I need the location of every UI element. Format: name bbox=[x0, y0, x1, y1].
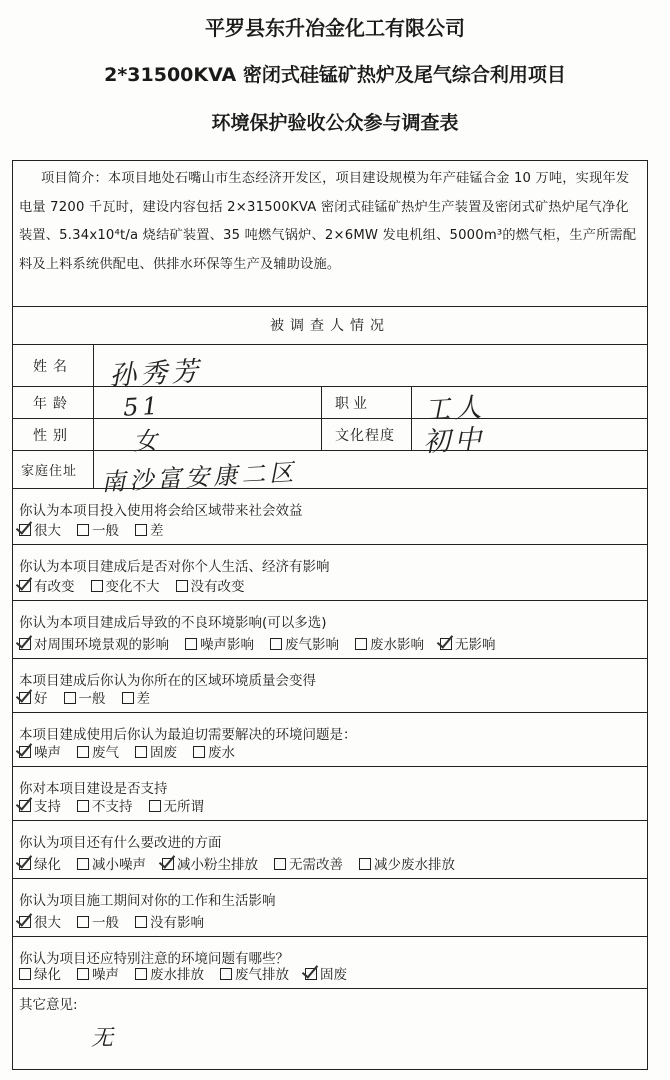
option-item[interactable] bbox=[19, 963, 61, 983]
option-label: 废气影响 bbox=[285, 637, 339, 653]
option-label: 一般 bbox=[92, 523, 119, 539]
option-label: 固废 bbox=[320, 967, 347, 983]
question-block bbox=[13, 489, 647, 545]
age-value[interactable]: 51 bbox=[122, 391, 163, 422]
checkbox[interactable] bbox=[19, 968, 31, 980]
checkbox[interactable] bbox=[355, 638, 367, 650]
option-label: 绿化 bbox=[34, 967, 61, 983]
checkbox-checked[interactable] bbox=[440, 638, 452, 650]
checkbox[interactable] bbox=[185, 638, 197, 650]
checkbox[interactable] bbox=[77, 916, 89, 928]
checkbox-checked[interactable] bbox=[19, 524, 31, 536]
question-text: 你认为本项目投入使用将会给区域带来社会效益 bbox=[19, 503, 303, 519]
option-label: 好 bbox=[34, 691, 48, 707]
question-text: 你认为项目还应特别注意的环境问题有哪些？ bbox=[19, 951, 289, 967]
option-item[interactable] bbox=[77, 911, 119, 931]
option-item[interactable] bbox=[149, 795, 205, 815]
checkbox[interactable] bbox=[122, 692, 134, 704]
option-label: 无所谓 bbox=[163, 799, 204, 815]
other-opinion-value[interactable]: 无 bbox=[91, 1026, 114, 1051]
question-text: 你认为本项目建成后是否对你个人生活、经济有影响 bbox=[19, 559, 330, 575]
checkbox[interactable] bbox=[77, 524, 89, 536]
option-label: 没有影响 bbox=[150, 915, 204, 931]
option-group bbox=[19, 853, 471, 873]
option-item[interactable] bbox=[19, 795, 61, 815]
question-block bbox=[13, 601, 647, 659]
option-label: 绿化 bbox=[34, 857, 61, 873]
occupation-label: 职业 bbox=[335, 395, 371, 412]
option-group bbox=[19, 963, 363, 983]
option-item[interactable] bbox=[359, 853, 455, 873]
name-label: 姓名 bbox=[33, 358, 73, 375]
gender-label: 性别 bbox=[33, 427, 73, 444]
project-intro: 项目简介：本项目地处石嘴山市生态经济开发区，项目建设规模为年产硅锰合金 10 万吨，实现年发电量 7200 千瓦时，建设内容包括 2×31500KVA 密闭式硅锰矿热炉生产装置及密闭式矿热炉尾气净化装置、5.34x10⁴t/a 烧结矿装置、35 吨燃气锅炉、2×6MW 发电机组、5000m³的燃气柜，生产所需配料及上料系统供配电、供排水环保等生产及辅助设施。 bbox=[13, 161, 647, 307]
option-label: 噪声 bbox=[34, 745, 61, 761]
checkbox-checked[interactable] bbox=[19, 746, 31, 758]
checkbox[interactable] bbox=[220, 968, 232, 980]
option-item[interactable] bbox=[19, 633, 169, 653]
option-item[interactable] bbox=[19, 575, 75, 595]
option-item[interactable] bbox=[122, 687, 151, 707]
option-item[interactable] bbox=[77, 795, 133, 815]
option-group bbox=[19, 633, 512, 653]
checkbox[interactable] bbox=[193, 746, 205, 758]
option-item[interactable] bbox=[355, 633, 424, 653]
option-label: 减小噪声 bbox=[92, 857, 146, 873]
question-text: 本项目建成使用后你认为最迫切需要解决的环境问题是： bbox=[19, 727, 357, 743]
checkbox[interactable] bbox=[274, 858, 286, 870]
age-row bbox=[13, 387, 647, 427]
option-item[interactable] bbox=[77, 741, 119, 761]
option-item[interactable] bbox=[135, 741, 177, 761]
option-label: 固废 bbox=[150, 745, 177, 761]
option-item[interactable] bbox=[270, 633, 339, 653]
option-label: 废气 bbox=[92, 745, 119, 761]
checkbox-checked[interactable] bbox=[19, 800, 31, 812]
option-label: 有改变 bbox=[34, 579, 75, 595]
occupation-value[interactable]: 工人 bbox=[422, 392, 487, 427]
option-item[interactable] bbox=[305, 963, 347, 983]
checkbox[interactable] bbox=[77, 746, 89, 758]
checkbox-checked[interactable] bbox=[162, 858, 174, 870]
question-block bbox=[13, 659, 647, 713]
option-group bbox=[19, 741, 251, 761]
other-opinion-label: 其它意见: bbox=[19, 997, 78, 1013]
company-title: 平罗县东升冶金化工有限公司 bbox=[205, 16, 465, 40]
question-text: 你对本项目建设是否支持 bbox=[19, 781, 168, 797]
question-text: 你认为项目施工期间对你的工作和生活影响 bbox=[19, 893, 276, 909]
checkbox[interactable] bbox=[135, 916, 147, 928]
option-label: 很大 bbox=[34, 915, 61, 931]
question-block bbox=[13, 821, 647, 879]
checkbox[interactable] bbox=[135, 524, 147, 536]
option-item[interactable] bbox=[440, 633, 496, 653]
option-item[interactable] bbox=[176, 575, 245, 595]
option-item[interactable] bbox=[193, 741, 235, 761]
checkbox[interactable] bbox=[359, 858, 371, 870]
question-text: 你认为项目还有什么要改进的方面 bbox=[19, 835, 222, 851]
option-item[interactable] bbox=[135, 963, 204, 983]
option-label: 变化不大 bbox=[105, 579, 160, 595]
question-block bbox=[13, 713, 647, 767]
option-label: 一般 bbox=[78, 691, 106, 707]
option-group bbox=[19, 519, 180, 539]
option-label: 一般 bbox=[92, 915, 119, 931]
option-item[interactable] bbox=[77, 519, 119, 539]
project-title: 2*31500KVA 密闭式硅锰矿热炉及尾气综合利用项目 bbox=[104, 64, 566, 86]
gender-row bbox=[13, 419, 647, 459]
question-block bbox=[13, 937, 647, 989]
question-block bbox=[13, 545, 647, 601]
option-item[interactable] bbox=[19, 853, 61, 873]
question-block bbox=[13, 879, 647, 937]
checkbox[interactable] bbox=[135, 746, 147, 758]
option-label: 无影响 bbox=[455, 637, 496, 653]
education-value[interactable]: 初中 bbox=[422, 424, 487, 459]
option-item[interactable] bbox=[19, 911, 61, 931]
option-item[interactable] bbox=[274, 853, 343, 873]
checkbox-checked[interactable] bbox=[19, 638, 31, 650]
checkbox[interactable] bbox=[77, 858, 89, 870]
option-item[interactable] bbox=[91, 575, 160, 595]
option-label: 减小粉尘排放 bbox=[177, 857, 258, 873]
option-item[interactable] bbox=[19, 741, 61, 761]
name-value[interactable]: 孙秀芳 bbox=[108, 356, 204, 392]
checkbox-checked[interactable] bbox=[305, 968, 317, 980]
option-label: 不支持 bbox=[92, 799, 133, 815]
option-label: 无需改善 bbox=[289, 857, 343, 873]
checkbox[interactable] bbox=[149, 800, 161, 812]
option-label: 差 bbox=[150, 523, 164, 539]
checkbox-checked[interactable] bbox=[19, 692, 31, 704]
name-row bbox=[13, 345, 647, 392]
address-row bbox=[13, 451, 647, 497]
option-item[interactable] bbox=[19, 519, 61, 539]
checkbox-checked[interactable] bbox=[19, 580, 31, 592]
option-label: 废水 bbox=[208, 745, 235, 761]
option-label: 废气排放 bbox=[235, 967, 289, 983]
option-group bbox=[19, 687, 166, 707]
option-label: 废水影响 bbox=[370, 637, 424, 653]
checkbox[interactable] bbox=[91, 580, 103, 592]
option-item[interactable] bbox=[185, 633, 254, 653]
survey-form bbox=[12, 160, 648, 1070]
checkbox[interactable] bbox=[176, 580, 188, 592]
address-value[interactable]: 南沙富安康二区 bbox=[100, 458, 298, 497]
checkbox[interactable] bbox=[77, 800, 89, 812]
checkbox[interactable] bbox=[77, 968, 89, 980]
option-item[interactable] bbox=[77, 963, 119, 983]
checkbox-checked[interactable] bbox=[19, 858, 31, 870]
option-label: 废水排放 bbox=[150, 967, 204, 983]
option-label: 支持 bbox=[34, 799, 61, 815]
option-label: 对周围环境景观的影响 bbox=[34, 637, 169, 653]
option-label: 没有改变 bbox=[190, 579, 245, 595]
question-block bbox=[13, 767, 647, 821]
checkbox[interactable] bbox=[270, 638, 282, 650]
option-label: 很大 bbox=[34, 523, 61, 539]
checkbox[interactable] bbox=[64, 692, 76, 704]
question-text: 本项目建成后你认为你所在的区域环境质量会变得 bbox=[19, 673, 316, 689]
option-item[interactable] bbox=[220, 963, 289, 983]
education-label: 文化程度 bbox=[335, 427, 395, 444]
option-group bbox=[19, 911, 220, 931]
option-item[interactable] bbox=[77, 853, 146, 873]
option-group bbox=[19, 795, 220, 815]
option-item[interactable] bbox=[64, 687, 106, 707]
question-text: 你认为本项目建成后导致的不良环境影响(可以多选) bbox=[19, 615, 327, 631]
option-item[interactable] bbox=[19, 687, 48, 707]
address-label: 家庭住址 bbox=[21, 464, 78, 479]
option-label: 噪声影响 bbox=[200, 637, 254, 653]
option-label: 减少废水排放 bbox=[374, 857, 455, 873]
checkbox-checked[interactable] bbox=[19, 916, 31, 928]
form-title: 环境保护验收公众参与调查表 bbox=[211, 112, 459, 134]
option-item[interactable] bbox=[135, 911, 204, 931]
option-item[interactable] bbox=[135, 519, 164, 539]
checkbox[interactable] bbox=[135, 968, 147, 980]
option-item[interactable] bbox=[162, 853, 258, 873]
option-label: 差 bbox=[136, 691, 150, 707]
age-label: 年龄 bbox=[33, 395, 73, 412]
respondent-section-title: 被调查人情况 bbox=[13, 307, 647, 345]
option-label: 噪声 bbox=[92, 967, 119, 983]
option-group bbox=[19, 575, 261, 595]
gender-value[interactable]: 女 bbox=[132, 426, 162, 456]
